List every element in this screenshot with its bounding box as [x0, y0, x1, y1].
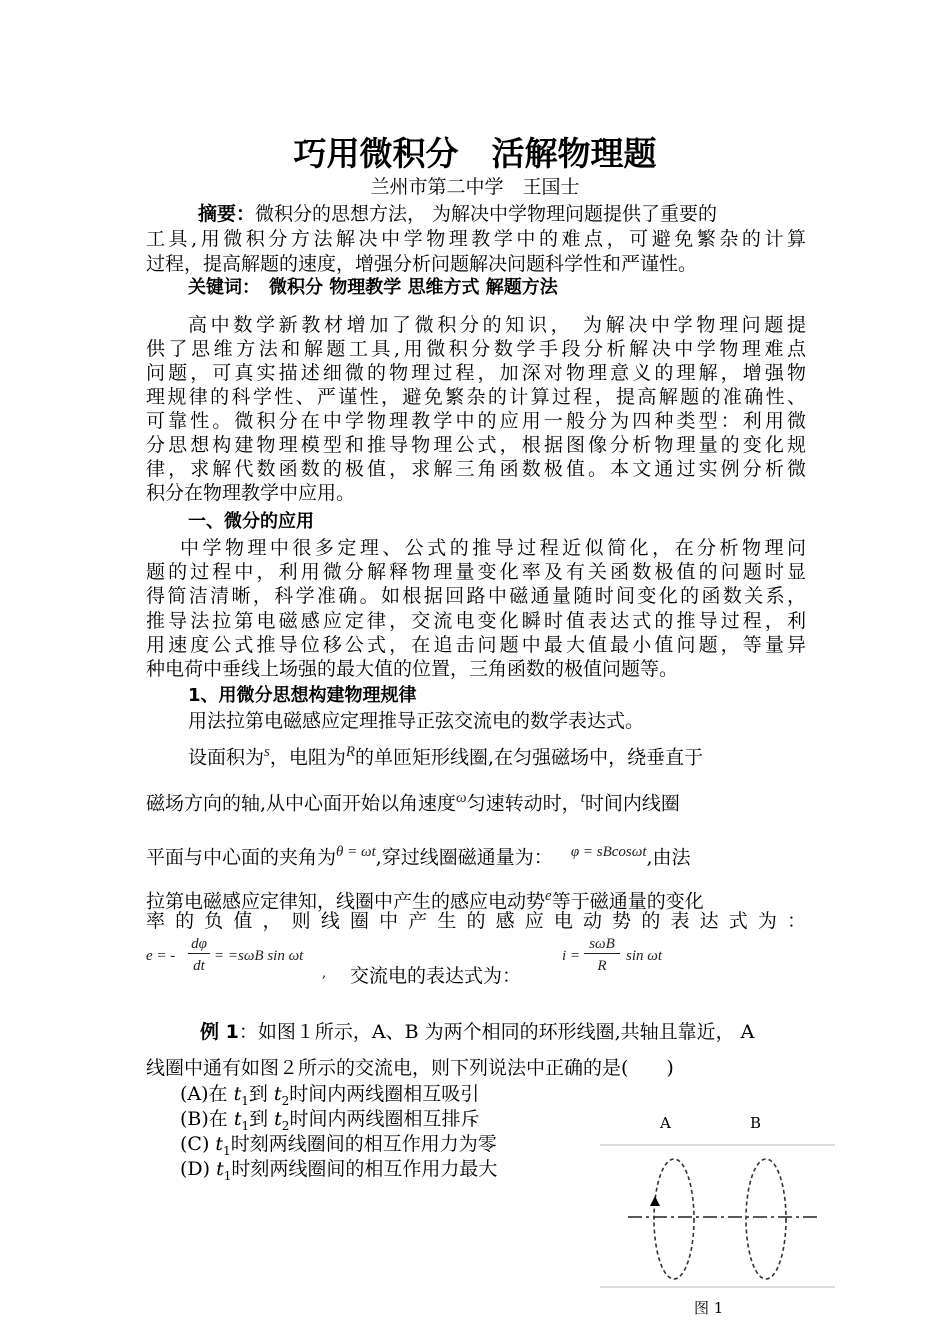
abstract-label: 摘要： — [198, 203, 256, 225]
option-item — [180, 1157, 497, 1188]
subscript: 1 — [223, 1168, 232, 1183]
symbol-t: t — [273, 1083, 282, 1105]
intro-line: 分思想构建物理模型和推导物理公式，根据图像分析物理量的变化规 — [146, 434, 806, 456]
subscript: 2 — [281, 1118, 290, 1133]
intro-line: 律，求解代数函数的极值，求解三角函数极值。本文通过实例分析微 — [146, 458, 806, 480]
current-arrow — [650, 1196, 660, 1206]
symbol-s: s — [264, 744, 270, 760]
text: 时间内线圈 — [584, 792, 680, 815]
subscript: 1 — [223, 1143, 231, 1158]
para-b — [146, 786, 680, 815]
subscript: 1 — [241, 1118, 250, 1133]
symbol-t: t — [215, 1133, 224, 1155]
abstract-line-2: 工具,用微积分方法解决中学物理教学中的难点，可避免繁杂的计算 — [146, 228, 806, 250]
symbol-t: t — [274, 1108, 282, 1130]
option-prefix: (A)在 — [180, 1083, 234, 1105]
intro-line: 问题，可真实描述细微的物理过程，加深对物理意义的理解，增强物 — [146, 362, 806, 384]
option-text: 时间内两线圈相互排斥 — [289, 1108, 480, 1130]
sec1-line: 得简洁清晰，科学准确。如根据回路中磁通量随时间变化的函数关系， — [146, 585, 806, 608]
option-mid: 到 — [249, 1108, 275, 1130]
option-text: 时刻两线圈间的相互作用力最大 — [231, 1158, 498, 1180]
option-prefix: (D) — [180, 1158, 217, 1180]
option-prefix: (C) — [180, 1133, 216, 1155]
eq-lhs: i = — [562, 948, 581, 964]
intro-line: 积分在物理教学中应用。 — [146, 482, 356, 504]
para-c — [146, 840, 691, 869]
symbol-t: t — [233, 1108, 242, 1130]
sec1-line: 种电荷中垂线上场强的最大值的位置，三角函数的极值问题等。 — [146, 658, 679, 680]
intro-line: 可靠性。微积分在中学物理教学中的应用一般分为四种类型：利用微 — [146, 410, 806, 432]
eq-denominator: R — [597, 958, 607, 974]
symbol-t: t — [580, 790, 585, 806]
equation-phi: φ = sBcosωt — [570, 844, 647, 860]
subscript: 1 — [241, 1093, 249, 1108]
sec1-line: 用速度公式推导位移公式，在追击问题中最大值最小值问题，等量异 — [146, 633, 806, 656]
intro-line: 高中数学新教材增加了微积分的知识， 为解决中学物理问题提 — [188, 314, 806, 336]
equation-theta: θ = ωt — [336, 844, 376, 860]
eq-rhs: sin ωt — [626, 948, 663, 964]
ac-label: 交流电的表达式为： — [350, 965, 522, 987]
abstract-line-3: 过程，提高解题的速度，增强分析问题解决问题科学性和严谨性。 — [146, 253, 698, 275]
symbol-omega: ω — [456, 790, 467, 806]
text: 匀速转动时， — [466, 792, 581, 815]
figure-label-b: B — [750, 1114, 762, 1132]
eq-lhs: e = - — [146, 948, 176, 964]
eq-denominator: dt — [193, 958, 205, 974]
sec1-line: 推导法拉第电磁感应定律，交流电变化瞬时值表达式的推导过程，利 — [146, 609, 806, 632]
keywords: 关键词： 微积分 物理教学 思维方式 解题方法 — [188, 277, 558, 298]
symbol-t: t — [216, 1158, 224, 1180]
text: 磁场方向的轴,从中心面开始以角速度 — [146, 792, 457, 815]
intro-line: 供了思维方法和解题工具,用微积分数学手段分析解决中学物理难点 — [146, 338, 806, 360]
para-a — [188, 740, 703, 769]
symbol-e: e — [545, 888, 552, 904]
sec1-line: 中学物理中很多定理、公式的推导过程近似简化，在分析物理问 — [180, 537, 806, 559]
para-e: 率 的 负 值 ， 则 线 圈 中 产 生 的 感 应 电 动 势 的 表 达 式 为 ： — [146, 910, 806, 932]
example-line-1 — [200, 1020, 754, 1044]
sub1-heading: 1、用微分思想构建物理规律 — [188, 685, 417, 706]
figure-1-coils — [600, 1140, 840, 1290]
text: 等于磁通量的变化 — [551, 890, 704, 913]
text: 的单匝矩形线圈,在匀强磁场中，绕垂直于 — [355, 746, 704, 769]
text: 设面积为 — [188, 746, 265, 769]
eq-rhs: = =sωB sin ωt — [214, 948, 304, 964]
coil-a — [654, 1159, 694, 1279]
option-mid: 到 — [248, 1083, 274, 1105]
text: ,穿过线圈磁通量为： — [375, 846, 553, 869]
page-title: 巧用微积分 活解物理题 — [293, 134, 657, 173]
example-label: 例 1 — [200, 1021, 239, 1043]
option-text: 时间内两线圈相互吸引 — [289, 1083, 480, 1105]
text: 平面与中心面的夹角为 — [146, 846, 337, 869]
text: 拉第电磁感应定律知，线圈中产生的感应电动势 — [146, 890, 546, 913]
text: ，电阻为 — [269, 746, 346, 769]
symbol-r: R — [345, 744, 356, 760]
coil-b — [746, 1159, 786, 1279]
eq-numerator: sωB — [584, 936, 620, 954]
intro-line: 理规律的科学性、严谨性，避免繁杂的计算过程，提高解题的准确性、 — [146, 386, 806, 408]
subscript: 2 — [281, 1093, 290, 1108]
figure-label-a: A — [660, 1114, 671, 1132]
eq-comma: , — [322, 966, 327, 981]
abstract-text-1: 微积分的思想方法， 为解决中学物理问题提供了重要的 — [255, 203, 718, 225]
figure-caption: 图 1 — [694, 1299, 724, 1317]
example-line-2: 线圈中通有如图２所示的交流电，则下列说法中正确的是( ) — [146, 1057, 674, 1079]
example-text: ：如图１所示，A、B 为两个相同的环形线圈,共轴且靠近， A — [238, 1021, 755, 1043]
section1-heading: 一、微分的应用 — [188, 511, 314, 532]
abstract-line-1 — [198, 202, 717, 226]
text: ,由法 — [646, 846, 691, 869]
symbol-t: t — [233, 1083, 242, 1105]
eq-numerator: dφ — [188, 936, 210, 954]
author-line: 兰州市第二中学 王国士 — [370, 176, 580, 198]
sec1-line: 题的过程中，利用微分解释物理量变化率及有关函数极值的问题时显 — [146, 561, 806, 584]
option-prefix: (B)在 — [180, 1108, 234, 1130]
option-text: 时刻两线圈间的相互作用力为零 — [230, 1133, 497, 1155]
sub1-line-1: 用法拉第电磁感应定理推导正弦交流电的数学表达式。 — [188, 710, 645, 732]
